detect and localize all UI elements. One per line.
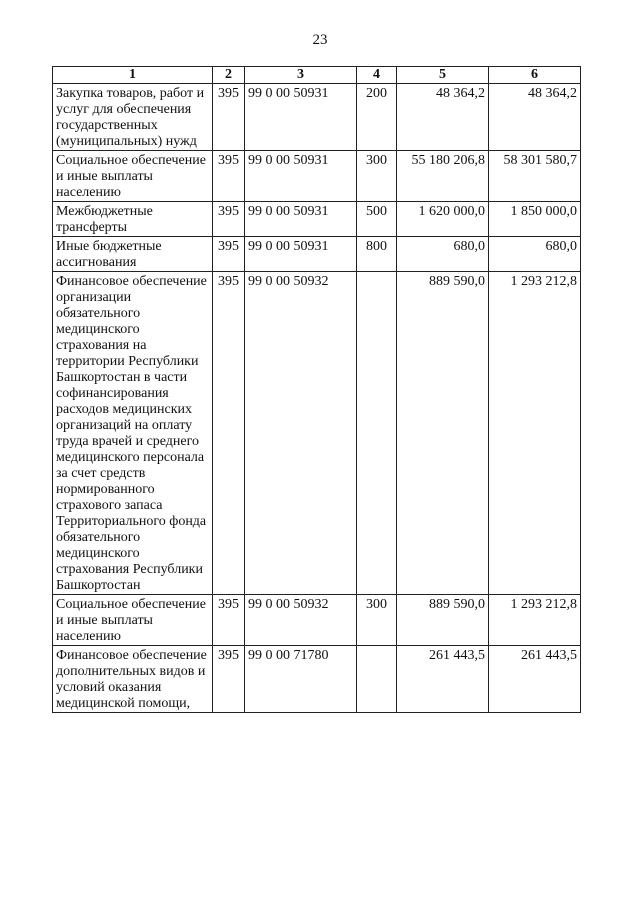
ministry-code-cell: 395 [213, 595, 245, 646]
row-name-cell: Иные бюджетные ассигнования [53, 237, 213, 272]
table-row [53, 151, 581, 202]
table-row [53, 84, 581, 151]
target-article-cell: 99 0 00 50931 [245, 84, 357, 151]
target-article-cell: 99 0 00 50931 [245, 202, 357, 237]
column-header: 3 [245, 67, 357, 84]
column-header: 2 [213, 67, 245, 84]
row-name-cell: Закупка товаров, работ и услуг для обеспечения государственных (муниципальных) нужд [53, 84, 213, 151]
column-header: 1 [53, 67, 213, 84]
expense-type-cell: 500 [357, 202, 397, 237]
expense-type-cell: 200 [357, 84, 397, 151]
amount-cell-year-2: 261 443,5 [489, 646, 581, 713]
expense-type-cell [357, 646, 397, 713]
amount-cell-year-1: 889 590,0 [397, 595, 489, 646]
amount-cell-year-1: 680,0 [397, 237, 489, 272]
table-header-row [53, 67, 581, 84]
table-row [53, 646, 581, 713]
ministry-code-cell: 395 [213, 646, 245, 713]
target-article-cell: 99 0 00 50931 [245, 151, 357, 202]
row-name-cell: Социальное обеспечение и иные выплаты населению [53, 151, 213, 202]
amount-cell-year-1: 55 180 206,8 [397, 151, 489, 202]
target-article-cell: 99 0 00 50932 [245, 272, 357, 595]
column-header: 4 [357, 67, 397, 84]
amount-cell-year-2: 1 293 212,8 [489, 595, 581, 646]
page-number: 23 [312, 32, 328, 48]
target-article-cell: 99 0 00 50931 [245, 237, 357, 272]
target-article-cell: 99 0 00 50932 [245, 595, 357, 646]
ministry-code-cell: 395 [213, 237, 245, 272]
table-row [53, 237, 581, 272]
ministry-code-cell: 395 [213, 202, 245, 237]
ministry-code-cell: 395 [213, 84, 245, 151]
amount-cell-year-1: 1 620 000,0 [397, 202, 489, 237]
row-name-cell: Финансовое обеспечение организации обязательного медицинского страхования на территории Республики Башкортостан в части софинансирования расходов медицинских организаций на оплату труда врачей и среднего медицинского персонала за счет средств нормированного страхового запаса Территориального фонда обязательного медицинского страхования Республики Башкортостан [53, 272, 213, 595]
amount-cell-year-2: 58 301 580,7 [489, 151, 581, 202]
amount-cell-year-2: 1 293 212,8 [489, 272, 581, 595]
ministry-code-cell: 395 [213, 151, 245, 202]
table-row [53, 272, 581, 595]
expense-type-cell [357, 272, 397, 595]
expense-type-cell: 800 [357, 237, 397, 272]
column-header: 6 [489, 67, 581, 84]
amount-cell-year-2: 1 850 000,0 [489, 202, 581, 237]
row-name-cell: Социальное обеспечение и иные выплаты населению [53, 595, 213, 646]
table-row [53, 595, 581, 646]
column-header: 5 [397, 67, 489, 84]
target-article-cell: 99 0 00 71780 [245, 646, 357, 713]
row-name-cell: Финансовое обеспечение дополнительных видов и условий оказания медицинской помощи, [53, 646, 213, 713]
row-name-cell: Межбюджетные трансферты [53, 202, 213, 237]
amount-cell-year-2: 680,0 [489, 237, 581, 272]
amount-cell-year-1: 48 364,2 [397, 84, 489, 151]
table-row [53, 202, 581, 237]
amount-cell-year-1: 261 443,5 [397, 646, 489, 713]
amount-cell-year-2: 48 364,2 [489, 84, 581, 151]
ministry-code-cell: 395 [213, 272, 245, 595]
expense-type-cell: 300 [357, 151, 397, 202]
budget-table [52, 66, 581, 713]
expense-type-cell: 300 [357, 595, 397, 646]
amount-cell-year-1: 889 590,0 [397, 272, 489, 595]
